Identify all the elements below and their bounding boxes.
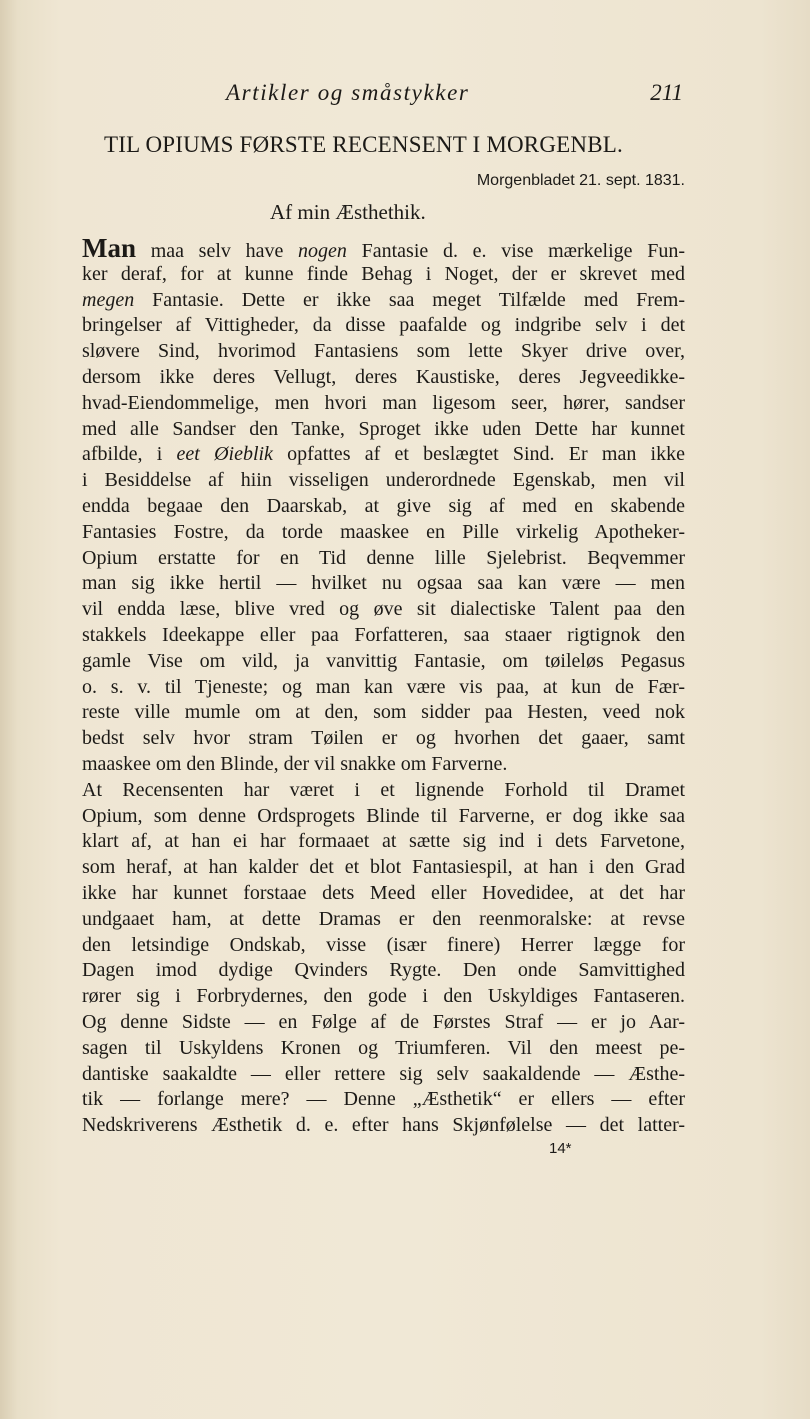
text-line: som heraf, at han kalder det et blot Fantasiespil, at han i den Grad: [82, 856, 685, 879]
text-line: endda begaae den Daarskab, at give sig af med en skabende: [82, 494, 685, 517]
text-line: med alle Sandser den Tanke, Sproget ikke uden Dette har kunnet: [82, 417, 685, 440]
text-line: ker deraf, for at kunne finde Behag i Noget, der er skrevet med: [82, 262, 685, 285]
text-line: afbilde, i eet Øieblik opfattes af et beslægtet Sind. Er man ikke: [82, 443, 685, 466]
article-title: TIL OPIUMS FØRSTE RECENSENT I MORGENBL.: [104, 132, 623, 157]
text-line: vil endda læse, blive vred og øve sit dialectiske Talent paa den: [82, 598, 685, 621]
text-line: stakkels Ideekappe eller paa Forfatteren, saa staaer rigtignok den: [82, 623, 685, 646]
text-line: Dagen imod dydige Qvinders Rygte. Den onde Samvittighed: [82, 959, 685, 982]
text-line: Opium erstatte for en Tid denne lille Sjelebrist. Beqvemmer: [82, 546, 685, 569]
running-header: [226, 80, 686, 112]
text-line: megen Fantasie. Dette er ikke saa meget Tilfælde med Frem-: [82, 288, 685, 311]
text-line: Nedskriverens Æsthetik d. e. efter hans Skjønfølelse — det latter-: [82, 1114, 685, 1137]
text-line: At Recensenten har været i et lignende Forhold til Dramet: [82, 778, 685, 801]
text-line: hvad-Eiendommelige, men hvori man ligesom seer, hører, sandser: [82, 391, 685, 414]
text-line: Opium, som denne Ordsprogets Blinde til Farverne, er dog ikke saa: [82, 804, 685, 827]
article-source: Morgenbladet 21. sept. 1831.: [476, 172, 685, 189]
text-line: Man maa selv have nogen Fantasie d. e. vise mærkelige Fun-: [82, 233, 685, 263]
text-line: undgaaet ham, at dette Dramas er den reenmoralske: at revse: [82, 907, 685, 930]
text-line: den letsindige Ondskab, visse (især finere) Herrer lægge for: [82, 933, 685, 956]
text-line: ikke har kunnet forstaae dets Meed eller Hovedidee, at det har: [82, 881, 685, 904]
text-line: dantiske saakaldte — eller rettere sig selv saakaldende — Æsthe-: [82, 1062, 685, 1085]
text-line: gamle Vise om vild, ja vanvittig Fantasie, om tøileløs Pegasus: [82, 649, 685, 672]
emphasis: eet Øieblik: [176, 443, 273, 466]
signature-mark: 14*: [549, 1140, 572, 1157]
emphasis: megen: [82, 288, 135, 311]
running-title: Artikler og småstykker: [226, 80, 470, 105]
initial-word: Man: [82, 233, 136, 263]
text-line: sagen til Uskyldens Kronen og Triumferen. Vil den meest pe-: [82, 1036, 685, 1059]
text-line: rører sig i Forbrydernes, den gode i den Uskyldiges Fantaseren.: [82, 985, 685, 1008]
text-line: bringelser af Vittigheder, da disse paafalde og indgribe selv i det: [82, 314, 685, 337]
article-subtitle: Af min Æsthethik.: [270, 200, 426, 224]
text-line: i Besiddelse af hiin visseligen underordnede Egenskab, men vil: [82, 469, 685, 492]
text-line: dersom ikke deres Vellugt, deres Kaustiske, deres Jegveedikke-: [82, 365, 685, 388]
text-line: sløvere Sind, hvorimod Fantasiens som lette Skyer drive over,: [82, 340, 685, 363]
text-line: reste ville mumle om at den, som sidder paa Hesten, veed nok: [82, 701, 685, 724]
text-line: man sig ikke hertil — hvilket nu ogsaa saa kan være — men: [82, 572, 685, 595]
text-line: maaskee om den Blinde, der vil snakke om Farverne.: [82, 752, 508, 775]
emphasis: nogen: [298, 240, 347, 262]
text-line: o. s. v. til Tjeneste; og man kan være vis paa, at kun de Fær-: [82, 675, 685, 698]
article-body: [82, 233, 685, 1139]
text-line: bedst selv hvor stram Tøilen er og hvorhen det gaaer, samt: [82, 727, 685, 750]
page-number: 211: [650, 80, 683, 105]
text-line: Og denne Sidste — en Følge af de Førstes Straf — er jo Aar-: [82, 1010, 685, 1033]
text-line: tik — forlange mere? — Denne „Æsthetik“ er ellers — efter: [82, 1088, 685, 1111]
text-line: Fantasies Fostre, da torde maaskee en Pille virkelig Apotheker-: [82, 520, 685, 543]
text-line: klart af, at han ei har formaaet at sætte sig ind i dets Farvetone,: [82, 830, 685, 853]
